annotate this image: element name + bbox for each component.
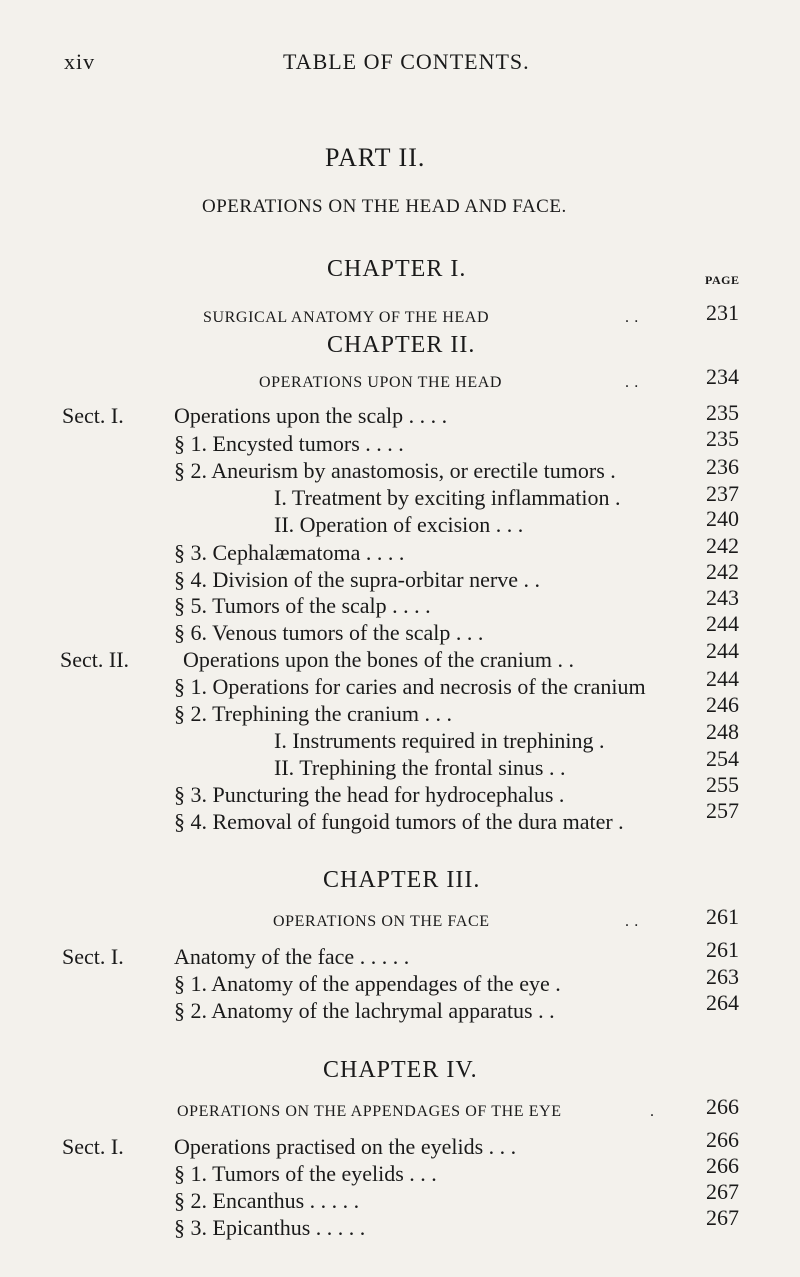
toc-entry-text: § 2. Trephining the cranium . . .	[174, 701, 453, 726]
toc-entry-text: § 1. Encysted tumors . . . .	[174, 431, 404, 456]
page-ref: 237	[706, 481, 739, 506]
page-ref: 254	[706, 746, 739, 771]
toc-entry-text: § 1. Operations for caries and necrosis of the cranium	[174, 674, 646, 699]
dot-leader: . .	[625, 309, 639, 326]
dot-leader: . .	[625, 913, 639, 930]
page-ref: 267	[706, 1205, 739, 1230]
dot-leader: .	[650, 1103, 655, 1120]
section-label: Sect. II.	[60, 647, 130, 672]
page-ref: 244	[706, 638, 739, 663]
toc-entry-text: § 3. Epicanthus . . . . .	[174, 1215, 366, 1240]
page-ref: 266	[706, 1153, 739, 1178]
page-ref: 242	[706, 533, 739, 558]
toc-entry-text: Operations practised on the eyelids . . .	[174, 1134, 517, 1159]
page-ref: 266	[706, 1094, 739, 1119]
chapter-title: CHAPTER I.	[327, 256, 467, 282]
toc-entry-text: II. Trephining the frontal sinus . .	[274, 755, 566, 780]
toc-entry-text: § 5. Tumors of the scalp . . . .	[174, 593, 431, 618]
page-ref: 267	[706, 1179, 739, 1204]
page-ref: 244	[706, 666, 739, 691]
chapter-heading: OPERATIONS ON THE FACE	[273, 913, 490, 930]
page-ref: 248	[706, 719, 739, 744]
toc-entry-text: § 2. Anatomy of the lachrymal apparatus . .	[174, 998, 555, 1023]
chapter-title: CHAPTER II.	[327, 332, 476, 358]
page-ref: 244	[706, 611, 739, 636]
toc-entry-text: I. Instruments required in trephining .	[274, 728, 605, 753]
part-title: PART II.	[325, 143, 426, 172]
toc-entry-text: § 4. Removal of fungoid tumors of the dura mater .	[174, 809, 624, 834]
toc-entry-text: § 1. Anatomy of the appendages of the eye .	[174, 971, 561, 996]
page-ref: 235	[706, 400, 739, 425]
chapter-title: CHAPTER III.	[323, 867, 481, 893]
toc-entry-text: § 6. Venous tumors of the scalp . . .	[174, 620, 484, 645]
toc-entry-text: Operations upon the bones of the cranium . .	[183, 647, 575, 672]
page-ref: 255	[706, 772, 739, 797]
page-ref: 257	[706, 798, 739, 823]
chapter-heading: OPERATIONS UPON THE HEAD	[259, 374, 503, 391]
page-ref: 266	[706, 1127, 739, 1152]
part-subtitle: OPERATIONS ON THE HEAD AND FACE.	[202, 196, 567, 217]
section-label: Sect. I.	[62, 403, 124, 428]
page-ref: 246	[706, 692, 739, 717]
page-ref: 243	[706, 585, 739, 610]
page-ref: 240	[706, 506, 739, 531]
toc-entry-text: § 2. Encanthus . . . . .	[174, 1188, 360, 1213]
toc-entry-text: § 3. Cephalæmatoma . . . .	[174, 540, 405, 565]
toc-entry-text: § 1. Tumors of the eyelids . . .	[174, 1161, 437, 1186]
page-ref: 234	[706, 364, 739, 389]
toc-entry-text: § 4. Division of the supra-orbitar nerve . .	[174, 567, 540, 592]
page-ref: 264	[706, 990, 739, 1015]
section-label: Sect. I.	[62, 1134, 124, 1159]
page-ref: 231	[706, 300, 739, 325]
page-ref: 236	[706, 454, 739, 479]
section-label: Sect. I.	[62, 944, 124, 969]
page-column-label: PAGE	[705, 273, 740, 287]
dot-leader: . .	[625, 374, 639, 391]
page-ref: 261	[706, 937, 739, 962]
chapter-heading: OPERATIONS ON THE APPENDAGES OF THE EYE	[177, 1103, 562, 1120]
toc-entry-text: § 2. Aneurism by anastomosis, or erectile tumors .	[174, 458, 616, 483]
toc-entry-text: § 3. Puncturing the head for hydrocephalus .	[174, 782, 565, 807]
chapter-title: CHAPTER IV.	[323, 1057, 478, 1083]
toc-entry-text: Anatomy of the face . . . . .	[174, 944, 410, 969]
page-ref: 263	[706, 964, 739, 989]
toc-entry-text: I. Treatment by exciting inflammation .	[274, 485, 621, 510]
page-ref: 235	[706, 426, 739, 451]
page-ref: 261	[706, 904, 739, 929]
page-number: xiv	[64, 49, 96, 74]
page-ref: 242	[706, 559, 739, 584]
chapter-heading: SURGICAL ANATOMY OF THE HEAD	[203, 309, 490, 326]
running-title: TABLE OF CONTENTS.	[283, 49, 530, 74]
toc-entry-text: II. Operation of excision . . .	[274, 512, 524, 537]
toc-entry-text: Operations upon the scalp . . . .	[174, 403, 448, 428]
